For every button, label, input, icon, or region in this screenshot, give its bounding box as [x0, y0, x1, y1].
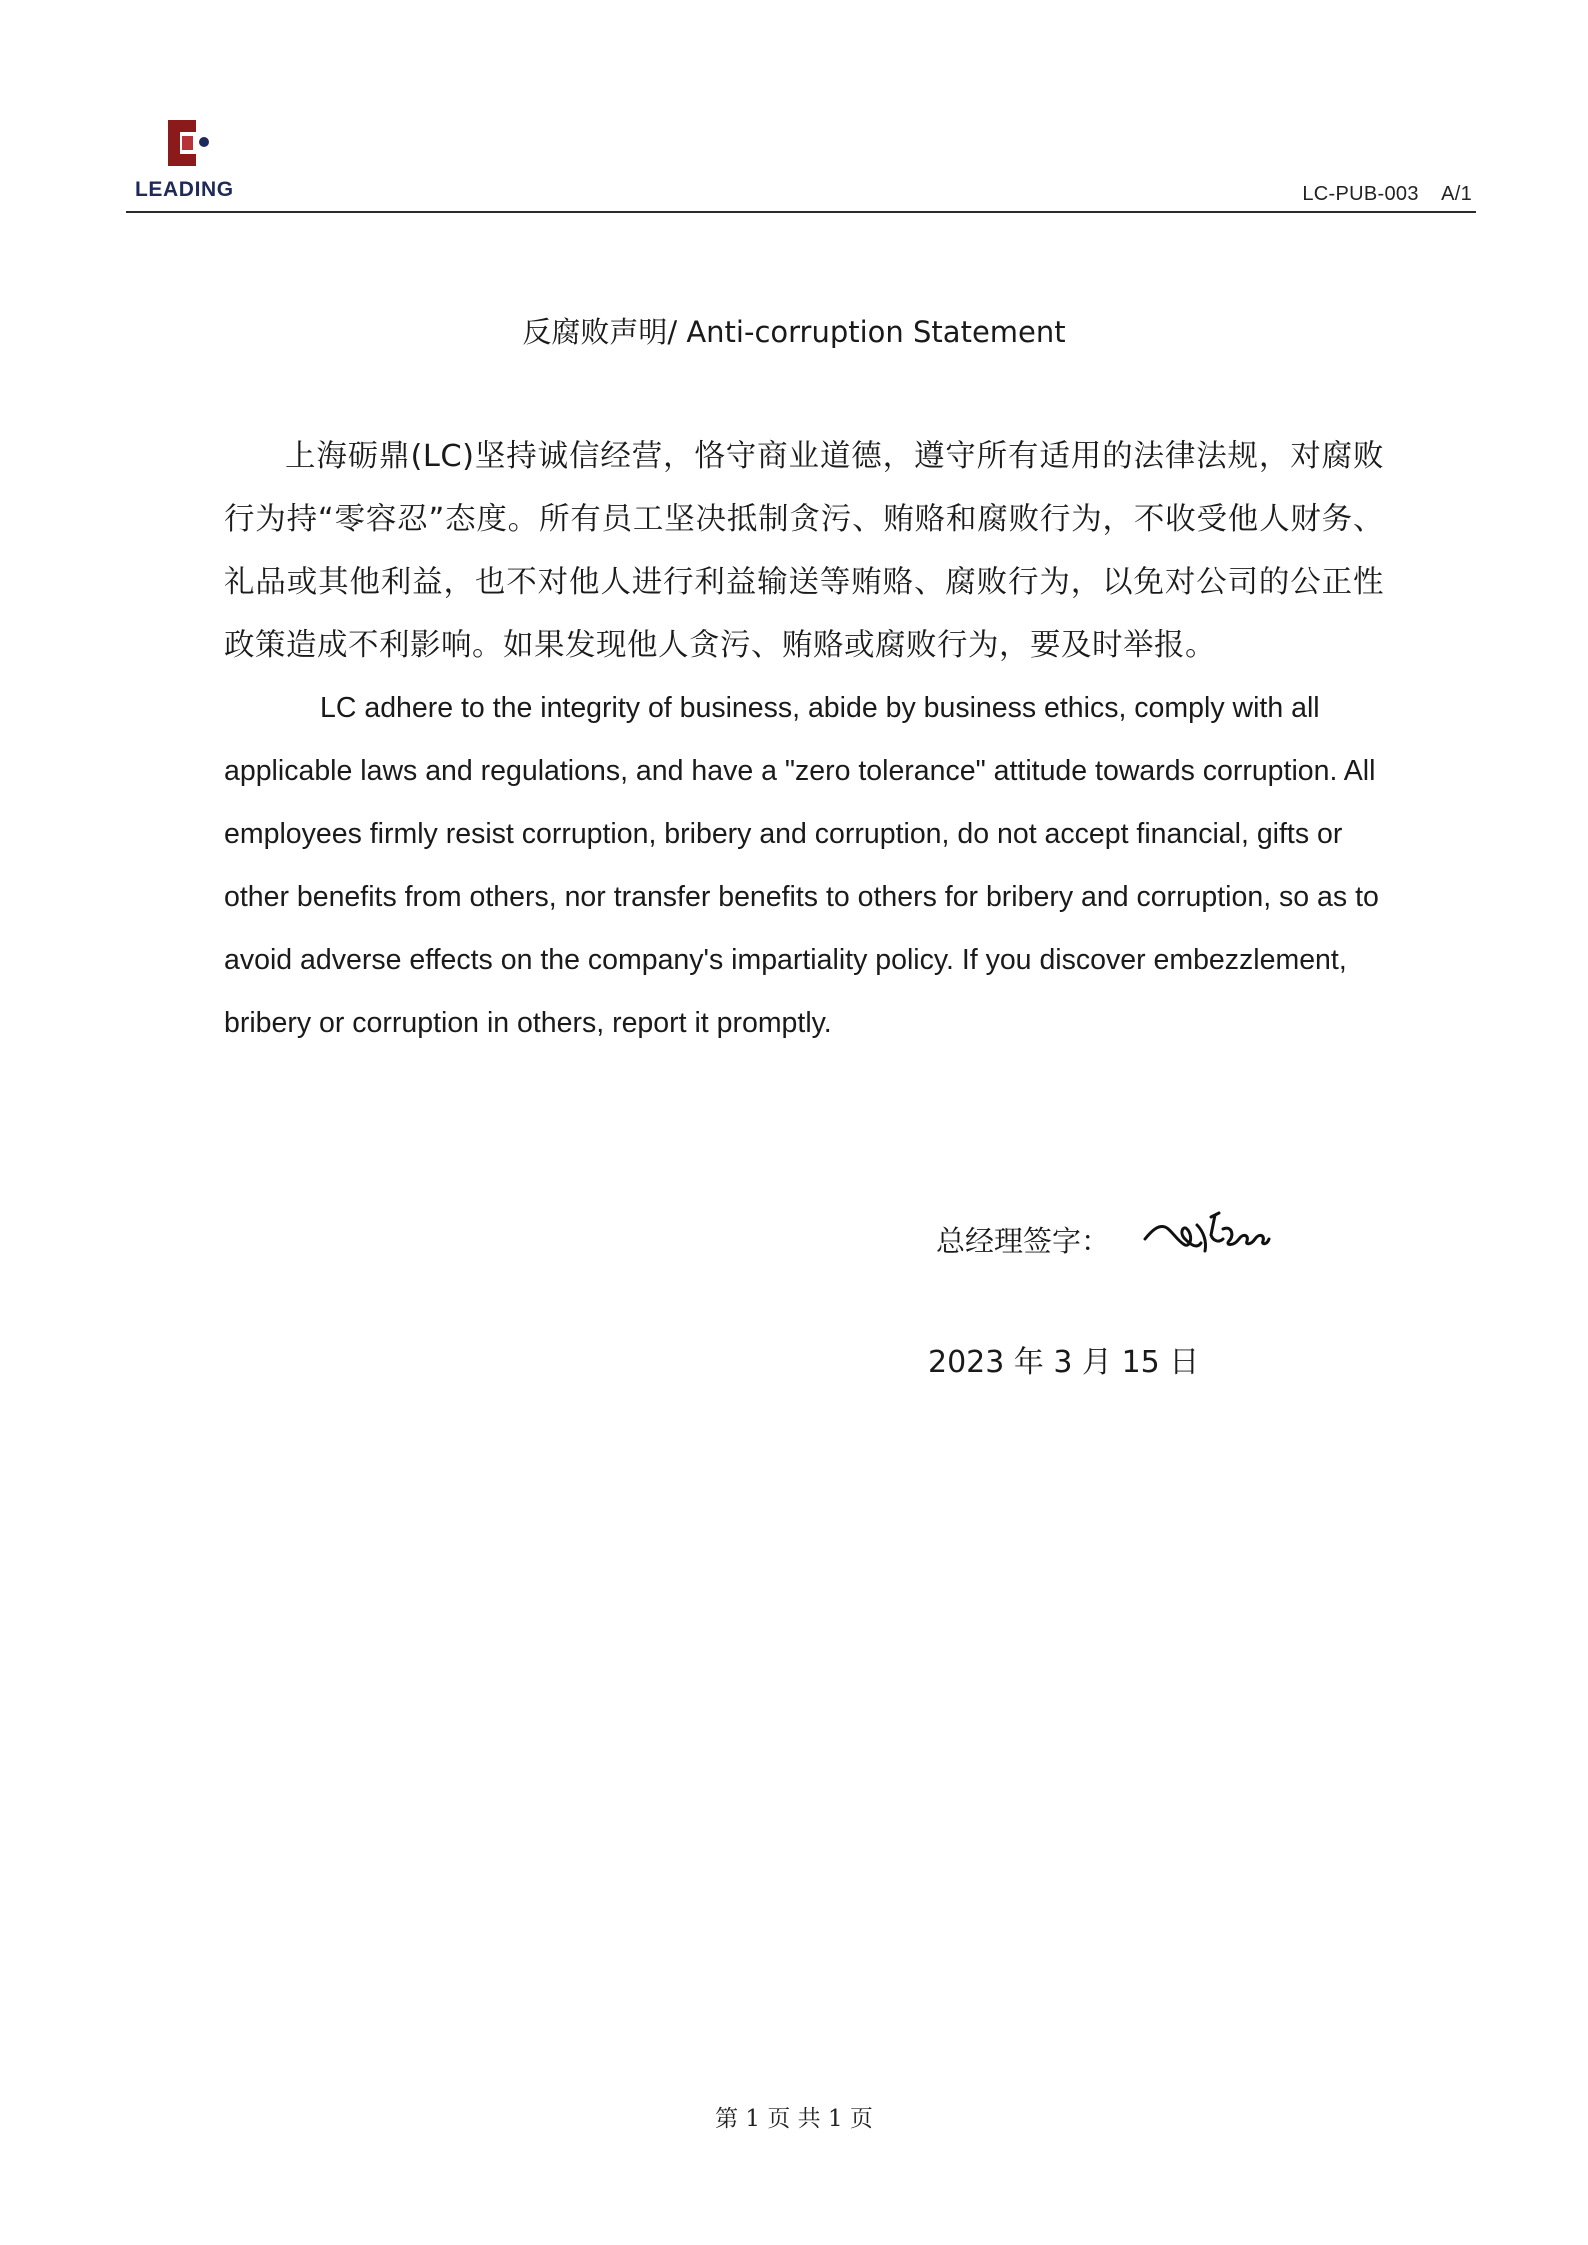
header-divider: [126, 211, 1476, 213]
page-number: 第 1 页 共 1 页: [715, 2106, 873, 2132]
statement-body: [224, 425, 1384, 1055]
statement-paragraph-english: LC adhere to the integrity of business, abide by business ethics, comply with all applicable laws and regulations, and have a "zero tolerance" attitude towards corruption. All employees firmly resist corruption, bribery and corruption, do not accept financial, gifts or other benefits from others, nor transfer benefits to others for bribery and corruption, so as to avoid adverse effects on the company's impartiality policy. If you discover embezzlement, bribery or corruption in others, report it promptly.: [224, 692, 1379, 1039]
page-title: 反腐败声明/ Anti-corruption Statement: [522, 315, 1066, 349]
statement-date: 2023 年 3 月 15 日: [928, 1345, 1200, 1380]
statement-paragraph-chinese: 上海砺鼎(LC)坚持诚信经营，恪守商业道德，遵守所有适用的法律法规，对腐败行为持“零容忍”态度。所有员工坚决抵制贪污、贿赂和腐败行为，不收受他人财务、礼品或其他利益，也不对他人进行利益输送等贿赂、腐败行为，以免对公司的公正性政策造成不利影响。如果发现他人贪污、贿赂或腐败行为，要及时举报。: [224, 439, 1384, 663]
logo-wordmark: LEADING: [135, 178, 234, 201]
document-code: LC-PUB-003 A/1: [1302, 183, 1472, 205]
company-logo: [134, 118, 264, 202]
handwritten-signature-icon: [1141, 1205, 1291, 1265]
signature-label: 总经理签字：: [936, 1224, 1111, 1258]
logo-mark-icon: [134, 118, 264, 202]
